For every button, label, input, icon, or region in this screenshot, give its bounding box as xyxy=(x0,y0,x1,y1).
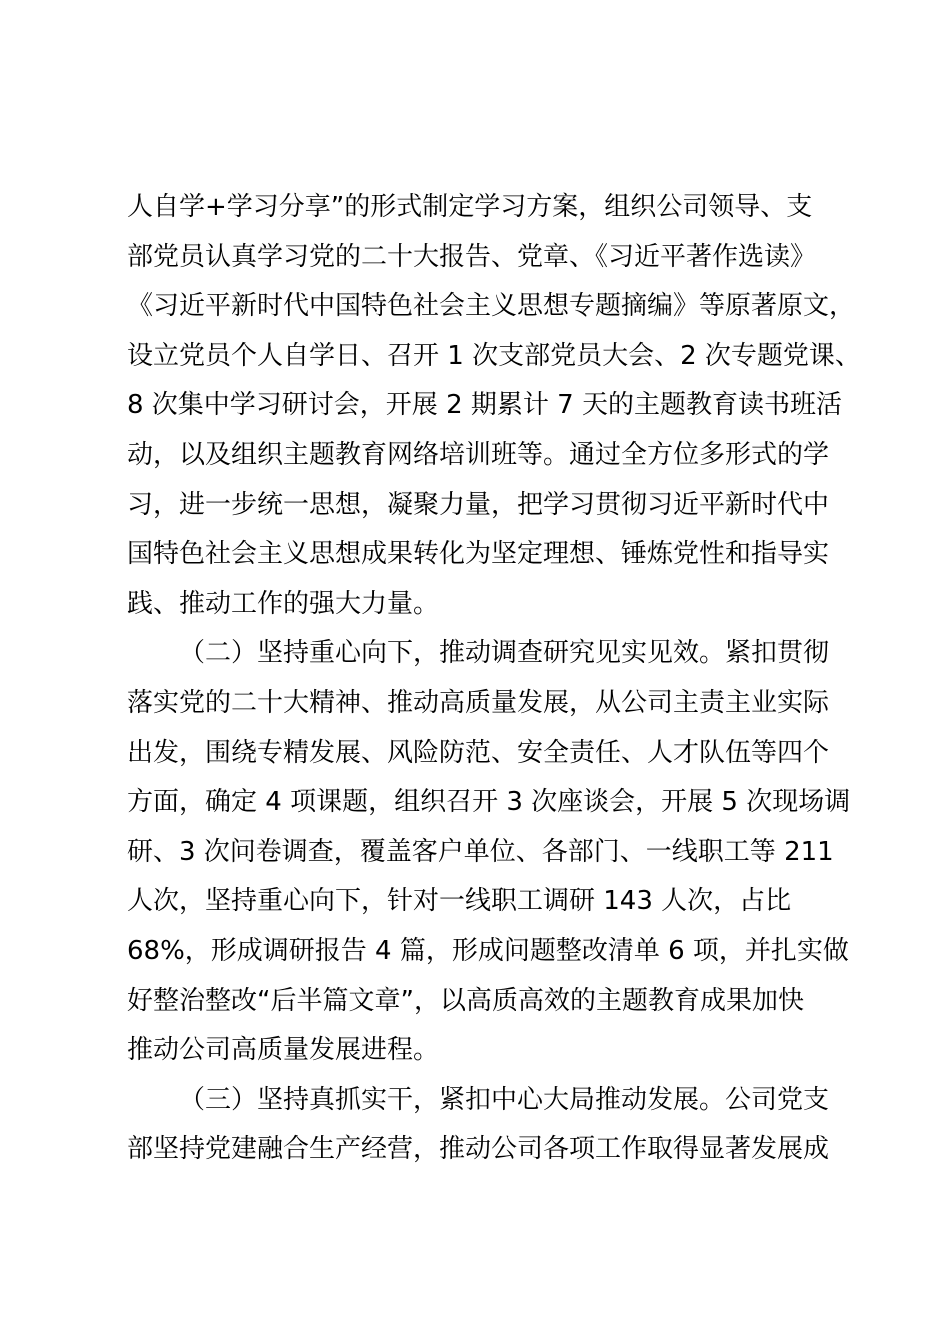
paragraph-study-plan xyxy=(127,183,861,629)
document-body xyxy=(127,183,861,1175)
paragraph-practical-work xyxy=(127,1076,837,1175)
text-line: 动，以及组织主题教育网络培训班等。通过全方位多形式的学 xyxy=(127,439,830,470)
paragraph-investigation-research xyxy=(127,629,851,1075)
text-line: 设立党员个人自学日、召开 1 次支部党员大会、2 次专题党课、 xyxy=(127,340,861,371)
text-line: 人自学+学习分享”的形式制定学习方案，组织公司领导、支 xyxy=(127,192,813,222)
text-line: 好整治整改“后半篇文章”，以高质高效的主题教育成果加快 xyxy=(127,985,804,1016)
text-line: 推动公司高质量发展进程。 xyxy=(127,1035,440,1066)
text-line: 部党员认真学习党的二十大报告、党章、《习近平著作选读》 xyxy=(127,241,817,272)
text-line: 方面，确定 4 项课题，组织召开 3 次座谈会，开展 5 次现场调 xyxy=(127,787,851,818)
text-line: 习，进一步统一思想，凝聚力量，把学习贯彻习近平新时代中 xyxy=(127,489,830,520)
text-line: 落实党的二十大精神、推动高质量发展，从公司主责主业实际 xyxy=(127,687,830,718)
text-line: 8 次集中学习研讨会，开展 2 期累计 7 天的主题教育读书班活 xyxy=(127,390,842,421)
text-line: 出发，围绕专精发展、风险防范、安全责任、人才队伍等四个 xyxy=(127,737,830,768)
text-line: 68%，形成调研报告 4 篇，形成问题整改清单 6 项，并扎实做 xyxy=(127,935,849,966)
text-line: 部坚持党建融合生产经营，推动公司各项工作取得显著发展成 xyxy=(127,1134,830,1165)
text-line: 研、3 次问卷调查，覆盖客户单位、各部门、一线职工等 211 xyxy=(127,836,834,867)
text-line: 践、推动工作的强大力量。 xyxy=(127,588,440,619)
text-line: （三）坚持真抓实干，紧扣中心大局推动发展。公司党支 xyxy=(179,1084,830,1115)
text-line: 《习近平新时代中国特色社会主义思想专题摘编》等原著原文， xyxy=(127,291,856,322)
text-line: （二）坚持重心向下，推动调查研究见实见效。紧扣贯彻 xyxy=(179,638,830,669)
text-line: 人次，坚持重心向下，针对一线职工调研 143 人次，占比 xyxy=(127,886,792,917)
text-line: 国特色社会主义思想成果转化为坚定理想、锤炼党性和指导实 xyxy=(127,539,830,570)
